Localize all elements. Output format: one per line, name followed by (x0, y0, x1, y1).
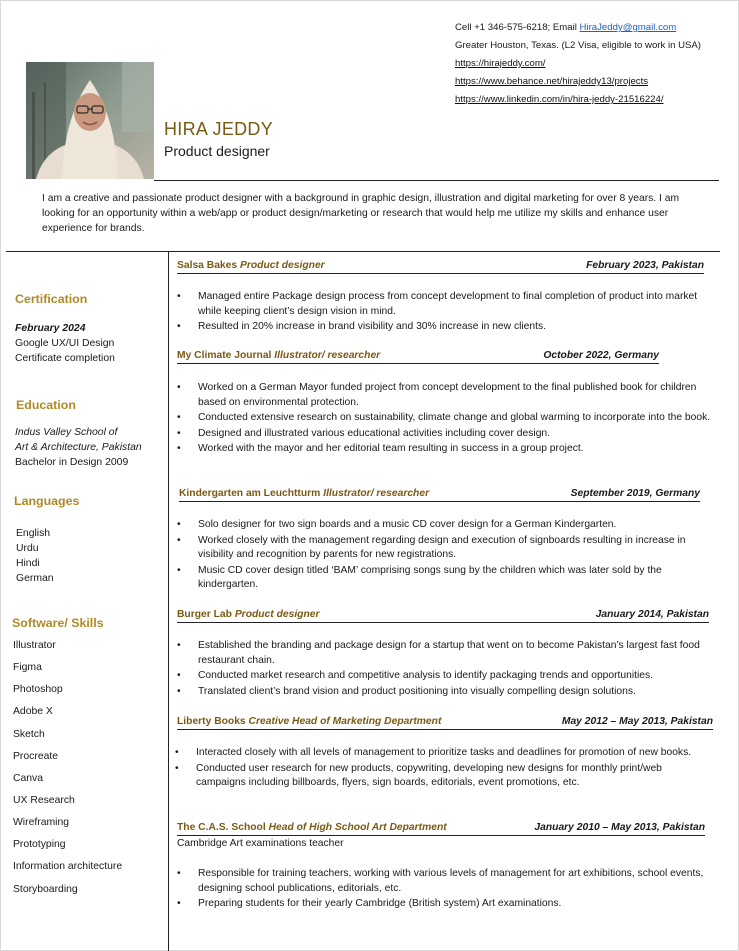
job-bullet: • Resulted in 20% increase in brand visibility and 30% increase in new clients. (177, 320, 709, 335)
job-title: Creative Head of Marketing Department (248, 716, 442, 727)
job-bullet: • Designed and illustrated various educational activities including cover design. (177, 427, 717, 442)
location-text: Greater Houston, Texas. (L2 Visa, eligible to work in USA) (455, 40, 701, 51)
job-burger-lab (177, 609, 709, 700)
education-school-1: Indus Valley School of (15, 427, 118, 438)
job-header-underline (179, 501, 700, 502)
job-bullet: • Conducted extensive research on sustainability, climate change and global warming to incorporate into the book. (177, 411, 717, 426)
job-liberty-books (177, 716, 713, 792)
languages-heading: Languages (14, 494, 80, 508)
education-degree: Bachelor in Design 2009 (15, 457, 129, 468)
job-bullet: • Conducted market research and competitive analysis to identify packaging trends and opportunities. (177, 669, 712, 684)
linkedin-link[interactable]: https://www.linkedin.com/in/hira-jeddy-21516224/ (455, 94, 664, 105)
job-subtitle: Cambridge Art examinations teacher (177, 838, 344, 849)
job-header-underline (177, 622, 709, 623)
job-company-line (177, 609, 320, 620)
job-bullet: • Conducted user research for new products, copywriting, developing new designs for monthly print/web campaigns including billboards, flyers, sign boards, editorials, event promotions, etc. (175, 762, 707, 791)
skill-item: UX Research (13, 794, 75, 806)
job-bullets (177, 867, 712, 912)
job-header-underline (177, 729, 713, 730)
job-title: Illustrator/ researcher (323, 488, 430, 499)
job-salsa-bakes (177, 260, 704, 336)
phone-text: Cell +1 346-575-6218; Email (455, 22, 577, 33)
job-company: Kindergarten am Leuchtturm (179, 488, 321, 499)
job-header (177, 609, 709, 623)
certification-line-2: Certificate completion (15, 353, 115, 364)
language-item: Hindi (16, 558, 40, 569)
language-item: English (16, 528, 51, 539)
job-company-line (177, 716, 441, 727)
skill-item: Adobe X (13, 706, 53, 718)
skills-list (13, 638, 122, 904)
job-date: January 2010 – May 2013, Pakistan (534, 822, 705, 833)
language-item: Urdu (16, 543, 39, 554)
job-company-line (177, 350, 380, 361)
certification-block (15, 321, 115, 366)
skill-item: Information architecture (13, 861, 123, 873)
profile-photo (26, 62, 154, 179)
job-date: May 2012 – May 2013, Pakistan (561, 716, 713, 727)
education-school-2: Art & Architecture, Pakistan (15, 442, 142, 453)
job-bullets (177, 639, 712, 699)
certification-date: February 2024 (15, 323, 86, 334)
job-header (177, 350, 659, 364)
behance-link[interactable]: https://www.behance.net/hirajeddy13/projects (455, 76, 649, 87)
email-link[interactable]: HiraJeddy@gmail.com (579, 22, 677, 33)
job-company: Burger Lab (177, 609, 232, 620)
job-title: Head of High School Art Department (268, 822, 447, 833)
job-bullet: • Solo designer for two sign boards and a music CD cover design for a German Kindergarten. (177, 518, 710, 533)
skill-item: Canva (13, 772, 44, 784)
job-bullet: • Music CD cover design titled ‘BAM’ comprising songs sung by the children which was later sold by the kindergarten. (177, 564, 710, 593)
job-header-underline (177, 363, 659, 364)
candidate-role: Product designer (164, 143, 270, 159)
certification-heading: Certification (15, 292, 88, 306)
job-title: Illustrator/ researcher (274, 350, 381, 361)
job-header-underline (177, 273, 704, 274)
job-kindergarten (179, 488, 700, 594)
job-company: My Climate Journal (177, 350, 272, 361)
section-divider (6, 251, 720, 252)
website-link[interactable]: https://hirajeddy.com/ (455, 58, 546, 69)
job-bullet: • Responsible for training teachers, working with various levels of management for art exhibitions, school events, designing school publications, editorials, etc. (177, 867, 712, 896)
skill-item: Prototyping (13, 839, 66, 851)
job-title: Product designer (234, 609, 320, 620)
contact-block (455, 19, 701, 109)
skill-item: Photoshop (13, 684, 63, 696)
skill-item: Procreate (13, 750, 59, 762)
certification-line-1: Google UX/UI Design (15, 338, 115, 349)
job-title: Product designer (240, 260, 325, 271)
phone-email-row (455, 19, 701, 37)
job-bullet: • Preparing students for their yearly Cambridge (British system) Art examinations. (177, 897, 712, 912)
job-company-line (177, 260, 325, 271)
job-bullets (177, 290, 709, 335)
job-company: The C.A.S. School (177, 822, 266, 833)
education-heading: Education (16, 398, 76, 412)
skill-item: Wireframing (13, 817, 70, 829)
skills-heading: Software/ Skills (12, 616, 104, 630)
job-date: January 2014, Pakistan (595, 609, 709, 620)
column-divider (168, 252, 169, 951)
job-bullet: • Worked with the mayor and her editorial team resulting in success in a group project. (177, 442, 717, 457)
job-date: February 2023, Pakistan (586, 260, 704, 271)
job-bullet: • Translated client’s brand vision and product positioning into visually compelling design solutions. (177, 685, 712, 700)
skill-item: Figma (13, 662, 42, 674)
job-company-line (179, 488, 429, 499)
job-company-line (177, 822, 447, 833)
job-bullet: • Interacted closely with all levels of management to prioritize tasks and deadlines for promotion of new books. (175, 746, 707, 761)
skill-item: Illustrator (13, 640, 56, 651)
job-header (177, 260, 704, 274)
job-bullets (175, 746, 707, 791)
language-item: German (16, 573, 54, 584)
job-company: Liberty Books (177, 716, 246, 727)
candidate-name: HIRA JEDDY (164, 119, 274, 139)
job-cas-school (177, 822, 705, 913)
job-header-underline (177, 835, 705, 836)
education-block (15, 425, 142, 470)
job-my-climate-journal (177, 350, 711, 458)
job-date: October 2022, Germany (543, 350, 659, 361)
skill-item: Sketch (13, 728, 45, 740)
job-bullets (177, 381, 717, 457)
job-bullet: • Established the branding and package design for a startup that went on to become Pakistan’s largest fast food restaurant chain. (177, 639, 712, 668)
job-bullets (177, 518, 710, 593)
job-header (177, 716, 713, 730)
header-divider (154, 180, 719, 181)
job-bullet: • Worked on a German Mayor funded project from concept development to the final published book for children based on environmental protection. (177, 381, 717, 410)
job-header (179, 488, 700, 502)
job-date: September 2019, Germany (570, 488, 700, 499)
skill-item: Storyboarding (13, 883, 78, 895)
job-bullet: • Managed entire Package design process from concept development to final completion of product into market while keeping client’s design vision in mind. (177, 290, 709, 319)
job-company: Salsa Bakes (177, 260, 238, 271)
intro-paragraph: I am a creative and passionate product designer with a background in graphic design, illustration and digital marketing for over 8 years. I am looking for an opportunity within a web/app or product design/marketing or research that would help me utilize my skills and enhance user experience for brands. (42, 193, 680, 234)
job-header (177, 822, 705, 836)
job-bullet: • Worked closely with the management regarding design and execution of signboards resulting in increase in visibility and recognition by parents for new registrations. (177, 534, 710, 563)
languages-list (16, 526, 54, 586)
